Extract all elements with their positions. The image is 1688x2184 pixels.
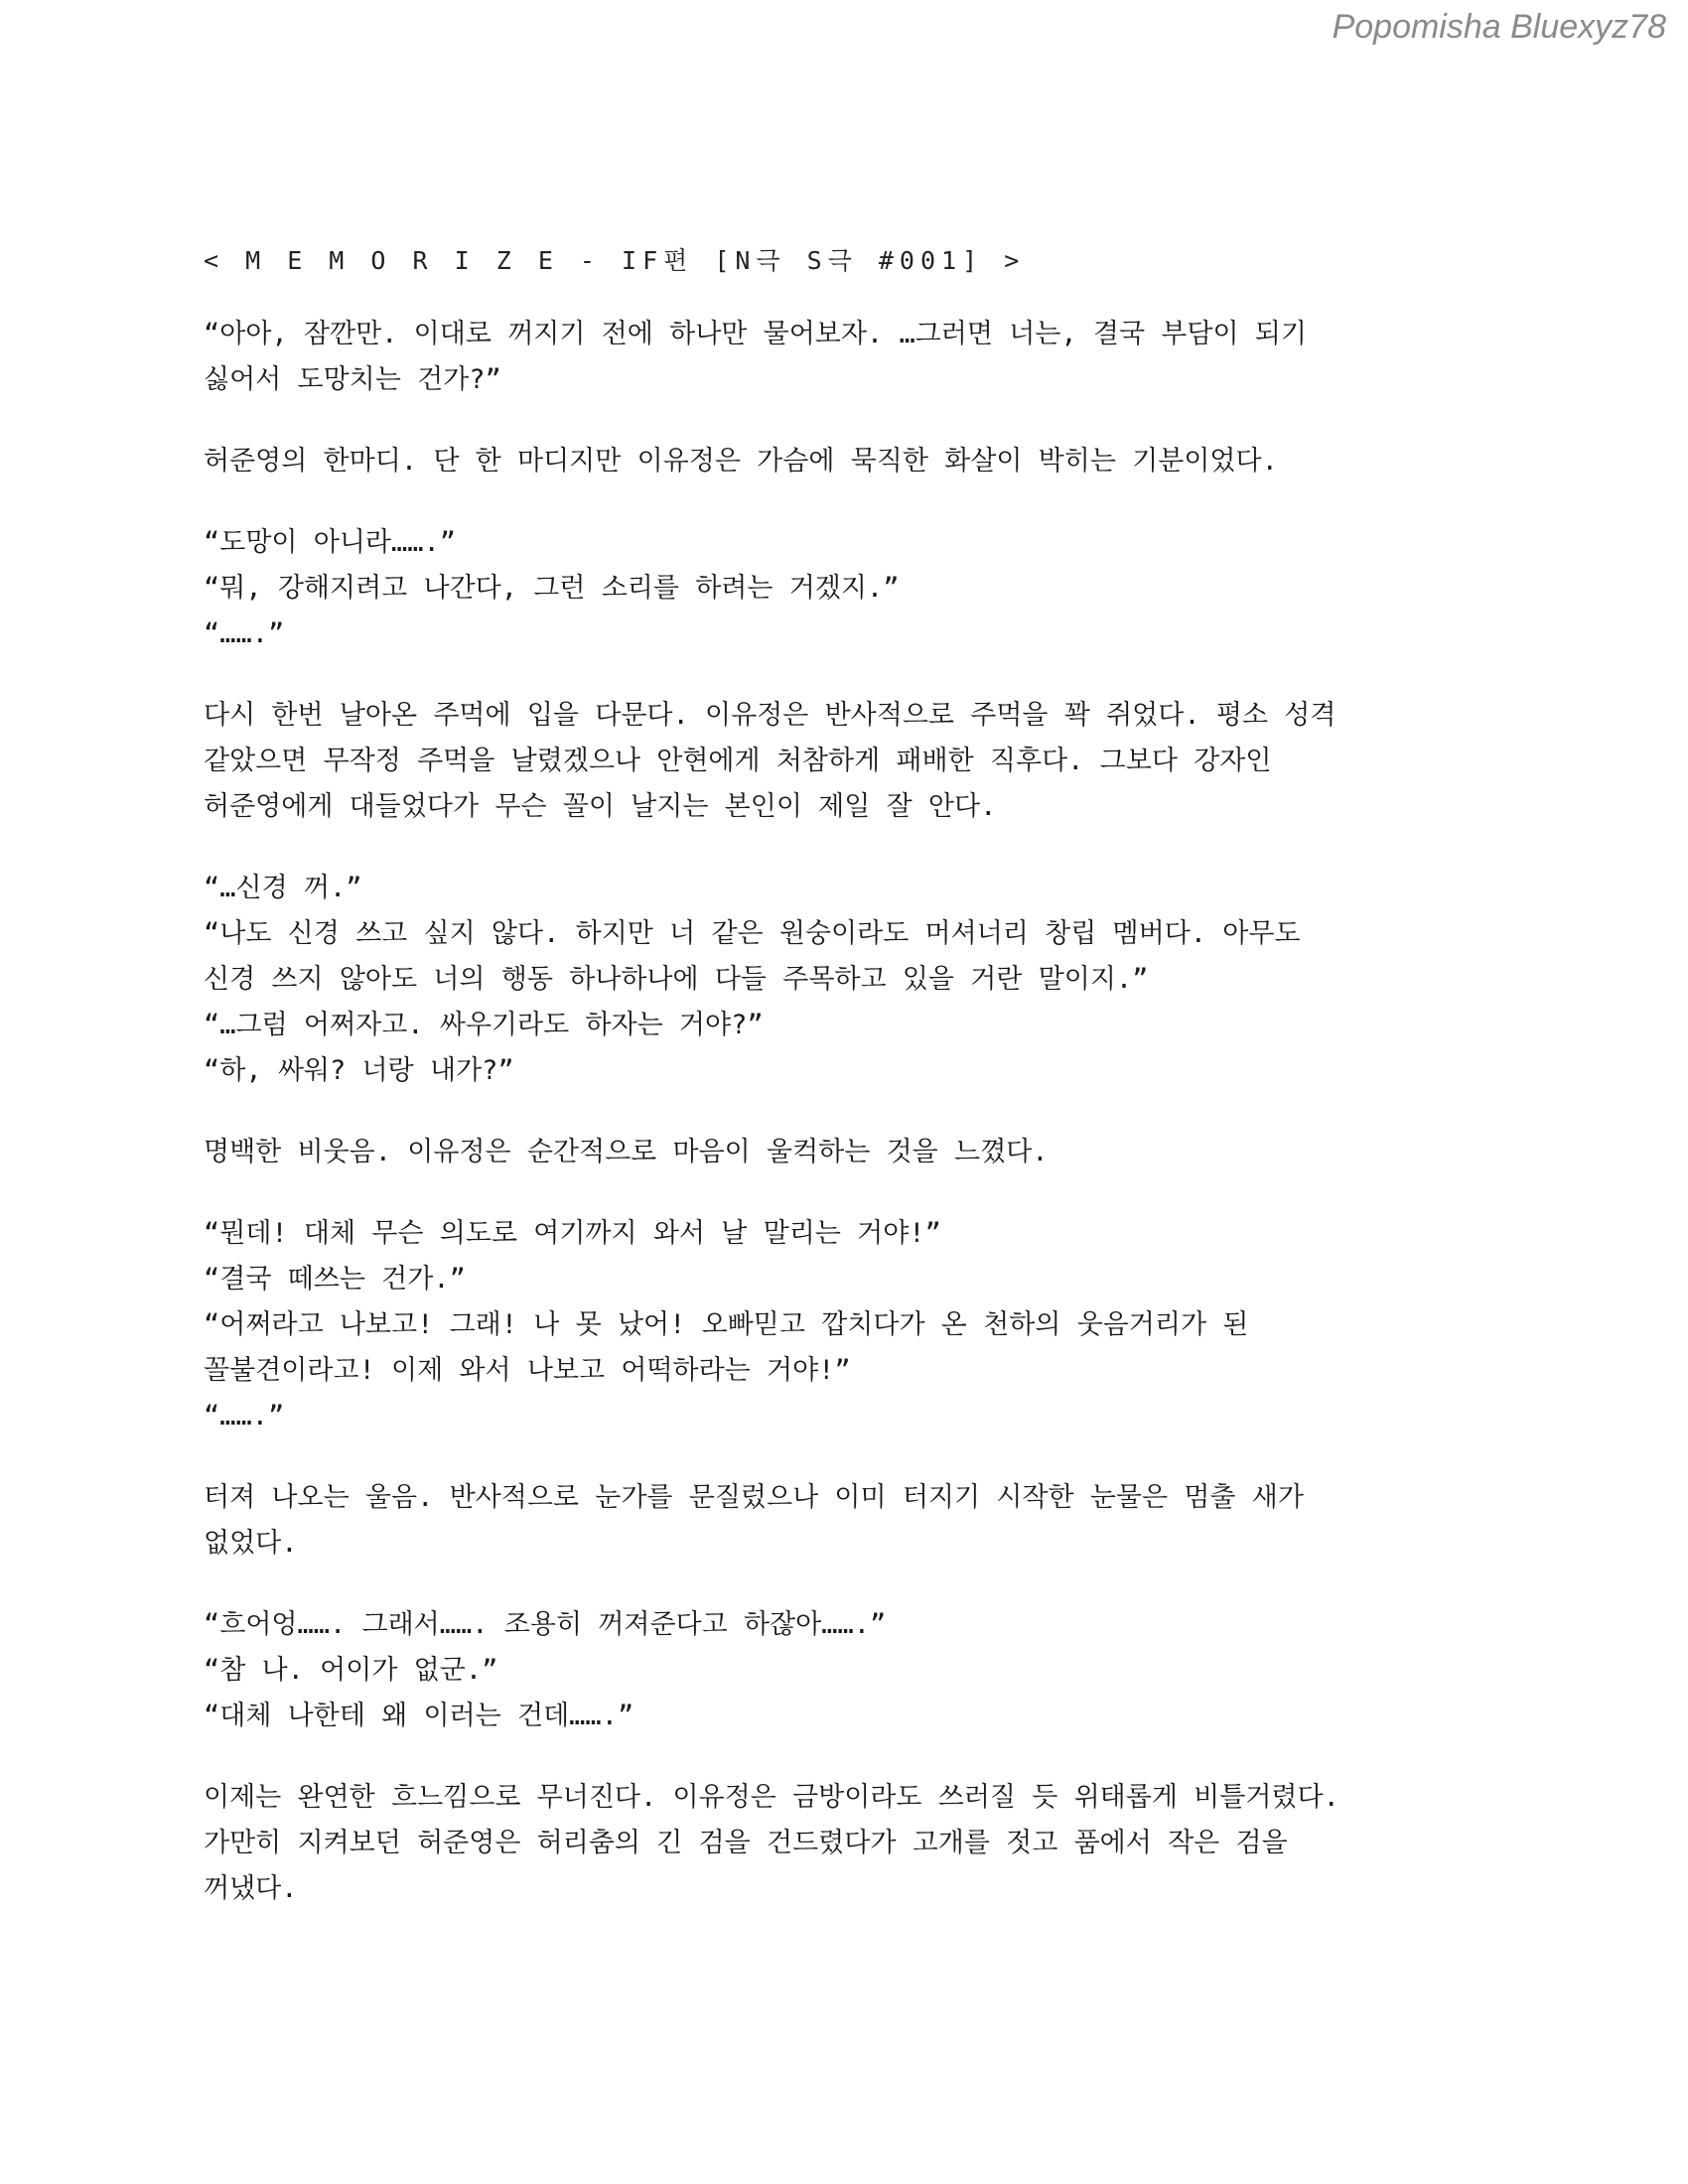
paragraph xyxy=(204,439,1524,484)
text-line: 터져 나오는 울음. 반사적으로 눈가를 문질렀으나 이미 터지기 시작한 눈물은 멈출 새가 xyxy=(204,1482,1304,1513)
text-line: 싫어서 도망치는 건가?” xyxy=(204,364,501,395)
document-body xyxy=(204,238,1524,1948)
text-line: “아아, 잠깐만. 이대로 꺼지기 전에 하나만 물어보자. …그러면 너는, 결국 부담이 되기 xyxy=(204,319,1307,349)
text-line: 가만히 지켜보던 허준영은 허리춤의 긴 검을 건드렸다가 고개를 젓고 품에서 작은 검을 xyxy=(204,1828,1288,1858)
text-line: 꺼냈다. xyxy=(204,1873,298,1904)
paragraph xyxy=(204,1130,1524,1175)
paragraph xyxy=(204,1475,1524,1567)
text-line: “…….” xyxy=(204,1401,285,1432)
text-line: “뭔데! 대체 무슨 의도로 여기까지 와서 날 말리는 거야!” xyxy=(204,1218,941,1249)
text-line: 신경 쓰지 않아도 너의 행동 하나하나에 다들 주목하고 있을 거란 말이지.” xyxy=(204,964,1149,995)
text-line: “흐어엉……. 그래서……. 조용히 꺼져준다고 하잖아…….” xyxy=(204,1609,887,1640)
text-line: “…그럼 어쩌자고. 싸우기라도 하자는 거야?” xyxy=(204,1010,764,1040)
text-line: 다시 한번 날아온 주먹에 입을 다문다. 이유정은 반사적으로 주먹을 꽉 쥐었다. 평소 성격 xyxy=(204,700,1336,731)
text-line: 같았으면 무작정 주먹을 날렸겠으나 안현에게 처참하게 패배한 직후다. 그보다 강자인 xyxy=(204,746,1272,776)
text-line: “뭐, 강해지려고 나간다, 그런 소리를 하려는 거겠지.” xyxy=(204,573,900,604)
document-title: < M E M O R I Z E - IF편 [N극 S극 #001] > xyxy=(204,246,1026,275)
text-line: “참 나. 어이가 없군.” xyxy=(204,1655,498,1686)
paragraph xyxy=(204,1775,1524,1912)
paragraph xyxy=(204,1211,1524,1439)
text-line: “나도 신경 쓰고 싶지 않다. 하지만 너 같은 원숭이라도 머셔너리 창립 멤버다. 아무도 xyxy=(204,918,1301,949)
text-line: “어쩌라고 나보고! 그래! 나 못 났어! 오빠믿고 깝치다가 온 천하의 웃음거리가 된 xyxy=(204,1309,1249,1340)
text-line: 허준영의 한마디. 단 한 마디지만 이유정은 가슴에 묵직한 화살이 박히는 기분이었다. xyxy=(204,446,1278,477)
text-line: “하, 싸워? 너랑 내가?” xyxy=(204,1055,514,1086)
text-line: 없었다. xyxy=(204,1528,298,1559)
paragraph xyxy=(204,866,1524,1094)
paragraph xyxy=(204,693,1524,830)
text-line: 꼴불견이라고! 이제 와서 나보고 어떡하라는 거야!” xyxy=(204,1355,851,1386)
text-line: “…신경 꺼.” xyxy=(204,873,362,903)
text-line: 명백한 비웃음. 이유정은 순간적으로 마음이 울컥하는 것을 느꼈다. xyxy=(204,1137,1049,1167)
text-line: “…….” xyxy=(204,618,285,649)
text-line: “대체 나한테 왜 이러는 건데…….” xyxy=(204,1701,634,1731)
text-line: 이제는 완연한 흐느낌으로 무너진다. 이유정은 금방이라도 쓰러질 듯 위태롭게 비틀거렸다. xyxy=(204,1782,1339,1813)
paragraph xyxy=(204,1602,1524,1739)
text-line: “도망이 아니라…….” xyxy=(204,527,457,558)
paragraph xyxy=(204,312,1524,403)
text-line: “결국 떼쓰는 건가.” xyxy=(204,1264,466,1295)
watermark: Popomisha Bluexyz78 xyxy=(1332,8,1666,46)
text-line: 허준영에게 대들었다가 무슨 꼴이 날지는 본인이 제일 잘 안다. xyxy=(204,791,997,822)
paragraph xyxy=(204,520,1524,657)
